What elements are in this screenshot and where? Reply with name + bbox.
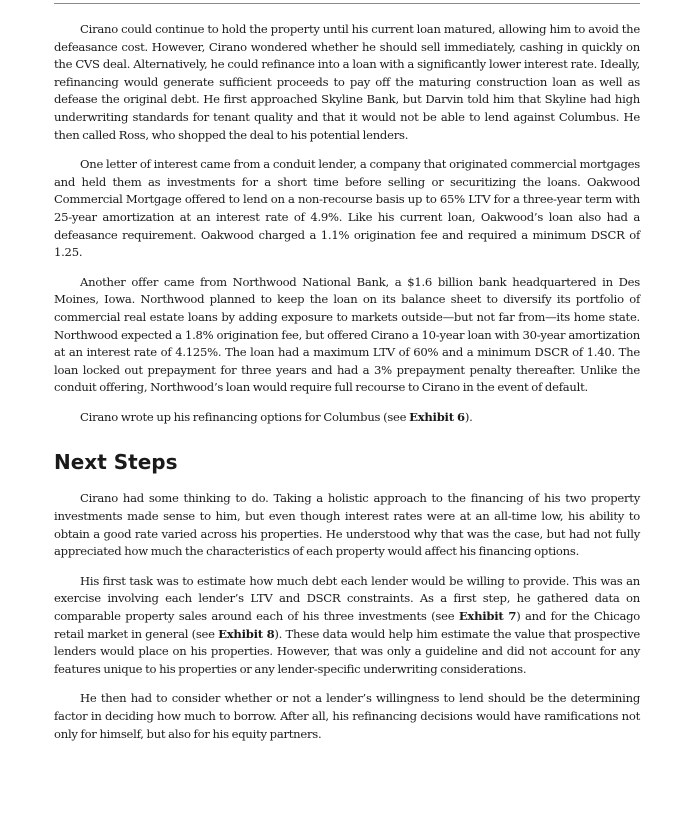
document-body [54, 21, 640, 755]
estimate-text-part3: ). These data would help him estimate the value that prospective lenders would place on his properties. However, that was only a guideline and did not account for any features unique to his properties or any lender-specific underwriting considerations. [54, 626, 640, 676]
section-heading-next-steps: Next Steps [54, 450, 178, 475]
header-rule [54, 3, 640, 4]
paragraph-next-steps-thinking: Cirano had some thinking to do. Taking a holistic approach to the financing of his two property investments made sense to him, but even though interest rates were at an all-time low, his ability to obtain a good rate varied across his properties. He understood why that was the case, but had not fully appreciated how much the characteristics of each property would affect his financing options. [54, 491, 640, 559]
exhibit-6-link: Exhibit 6 [409, 409, 465, 424]
exhibit-6-text-after: ). [464, 409, 473, 424]
paragraph-northwood-offer: Another offer came from Northwood National Bank, a $1.6 billion bank headquartered in Des Moines, Iowa. Northwood planned to keep the loan on its balance sheet to diversify its portfolio of commercial real estate loans by adding exposure to markets outside—but not far from—its home state. Northwood expected a 1.8% origination fee, but offered Cirano a 10-year loan with 30-year amortization at an interest rate of 4.125%. The loan had a maximum LTV of 60% and a minimum DSCR of 1.40. The loan locked out prepayment for three years and had a 3% prepayment penalty thereafter. Unlike the conduit offering, Northwood’s loan would require full recourse to Cirano in the event of default. [54, 274, 640, 395]
paragraph-exhibit-6-reference [54, 409, 640, 427]
paragraph-next-steps-borrowing: He then had to consider whether or not a lender’s willingness to lend should be the determining factor in deciding how much to borrow. After all, his refinancing decisions would have ramifications not only for himself, but also for his equity partners. [54, 691, 640, 741]
paragraph-oakwood-offer: One letter of interest came from a conduit lender, a company that originated commercial mortgages and held them as investments for a short time before selling or securitizing the loans. Oakwood Commercial Mortgage offered to lend on a non-recourse basis up to 65% LTV for a three-year term with 25-year amortization at an interest rate of 4.9%. Like his current loan, Oakwood’s loan also had a defeasance requirement. Oakwood charged a 1.1% origination fee and required a minimum DSCR of 1.25. [54, 157, 640, 260]
estimate-text-part1: His first task was to estimate how much debt each lender would be willing to provide. This was an exercise involving each lender’s LTV and DSCR constraints. As a first step, he gathered data on comparable property sales around each of his three investments (see [54, 573, 640, 624]
exhibit-7-link: Exhibit 7 [458, 609, 517, 624]
paragraph-next-steps-estimate [54, 573, 640, 679]
estimate-text-part2: ) and for the Chicago retail market in general (see [54, 609, 641, 641]
paragraph-refinance-intro: Cirano could continue to hold the property until his current loan matured, allowing him to avoid the defeasance cost. However, Cirano wondered whether he should sell immediately, cashing in quickly on the CVS deal. Alternatively, he could refinance into a loan with a significantly lower interest rate. Ideally, refinancing would generate sufficient proceeds to pay off the maturing construction loan as well as defease the original debt. He first approached Skyline Bank, but Darvin told him that Skyline had high underwriting standards for tenant quality and that it would not be able to lend against Columbus. He then called Ross, who shopped the deal to his potential lenders. [54, 22, 640, 142]
exhibit-6-text-before: Cirano wrote up his refinancing options for Columbus (see [80, 409, 410, 424]
exhibit-8-link: Exhibit 8 [218, 626, 275, 641]
